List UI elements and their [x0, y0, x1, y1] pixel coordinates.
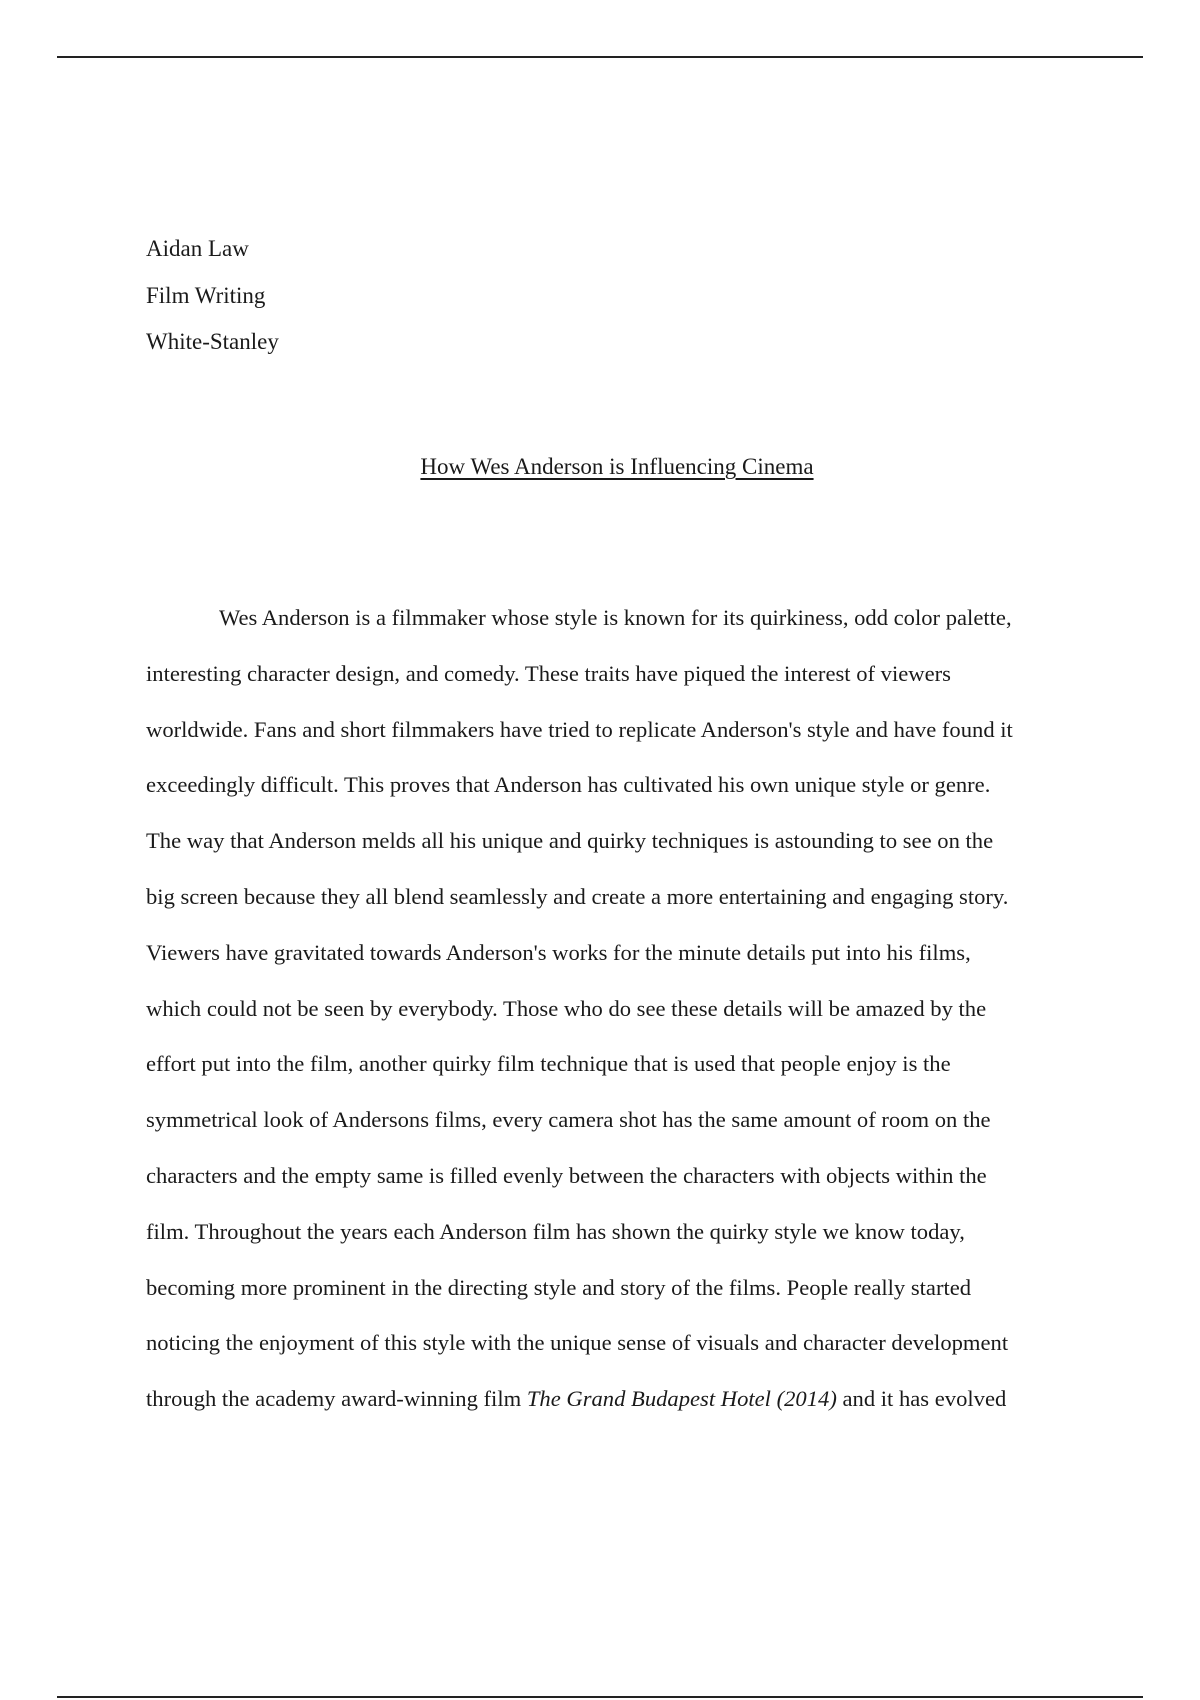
- body-line: interesting character design, and comedy. These traits have piqued the interest of viewers: [146, 660, 951, 686]
- body-line: Wes Anderson is a filmmaker whose style is known for its quirkiness, odd color palette,: [219, 605, 1012, 630]
- body-line: Viewers have gravitated towards Anderson's works for the minute details put into his films,: [146, 939, 971, 965]
- film-title-italic: The Grand Budapest Hotel (2014): [526, 1386, 837, 1412]
- top-rule: [57, 56, 1143, 58]
- course-name: Film Writing: [146, 282, 266, 308]
- body-line: becoming more prominent in the directing style and story of the films. People really started: [146, 1274, 972, 1300]
- body-line-last-after: and it has evolved: [836, 1386, 1007, 1412]
- body-line: effort put into the film, another quirky film technique that is used that people enjoy is the: [146, 1051, 951, 1077]
- essay-title-container: [0, 452, 1200, 482]
- body-line: big screen because they all blend seamlessly and create a more entertaining and engaging story.: [146, 883, 1009, 909]
- body-line: worldwide. Fans and short filmmakers have tried to replicate Anderson's style and have found it: [146, 716, 1013, 742]
- essay-title: How Wes Anderson is Influencing Cinema: [420, 454, 814, 479]
- body-line-last-before: through the academy award-winning film: [146, 1386, 527, 1412]
- body-line: The way that Anderson melds all his unique and quirky techniques is astounding to see on the: [146, 828, 994, 854]
- instructor-name: White-Stanley: [146, 329, 279, 354]
- body-line: noticing the enjoyment of this style with the unique sense of visuals and character development: [146, 1330, 1009, 1356]
- body-line: characters and the empty same is filled evenly between the characters with objects within the: [146, 1162, 987, 1188]
- body-line: film. Throughout the years each Anderson film has shown the quirky style we know today,: [146, 1218, 965, 1244]
- body-line: which could not be seen by everybody. Those who do see these details will be amazed by the: [146, 995, 987, 1021]
- essay-body: [146, 590, 1146, 1427]
- body-line: exceedingly difficult. This proves that Anderson has cultivated his own unique style or genre.: [146, 772, 991, 798]
- body-line: symmetrical look of Andersons films, every camera shot has the same amount of room on the: [146, 1107, 991, 1133]
- body-line-last: [146, 1371, 1146, 1427]
- header-block: [146, 226, 279, 366]
- author-name: Aidan Law: [146, 236, 249, 261]
- bottom-rule: [57, 1696, 1143, 1698]
